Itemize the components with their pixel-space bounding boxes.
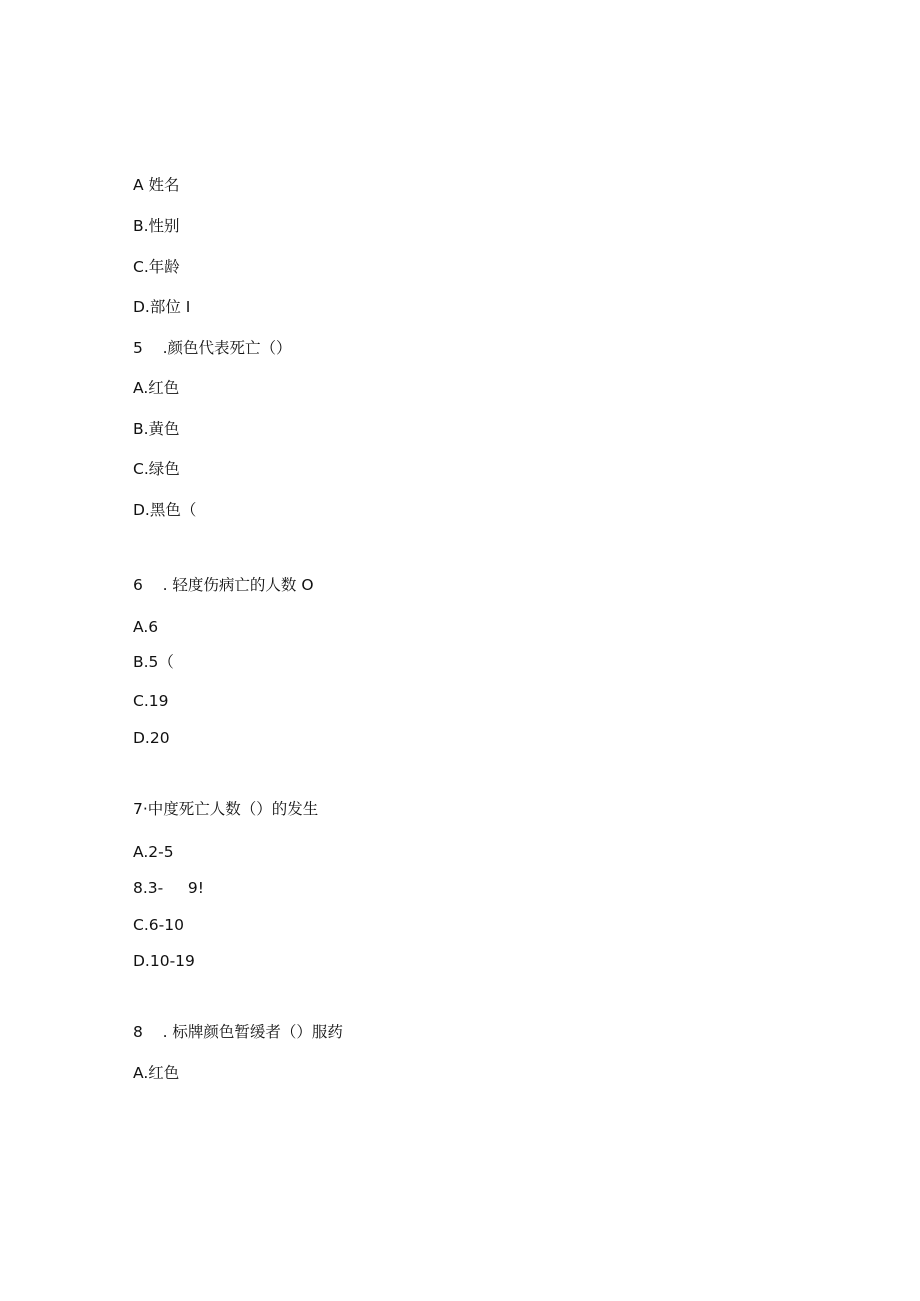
question-7: 7·中度死亡人数（）的发生	[133, 800, 319, 818]
q4-option-c: C.年龄	[133, 258, 180, 276]
q4-option-d: D.部位 I	[133, 298, 191, 316]
q7-option-a: A.2-5	[133, 843, 174, 861]
q5-option-c: C.绿色	[133, 460, 180, 478]
q5-option-a: A.红色	[133, 379, 180, 397]
question-8: 8 . 标牌颜色暂缓者（）服药	[133, 1023, 343, 1041]
q7-option-b: 8.3- 9!	[133, 879, 204, 897]
q5-option-d: D.黑色（	[133, 501, 197, 519]
q6-option-d: D.20	[133, 729, 170, 747]
q6-option-c: C.19	[133, 692, 169, 710]
q8-option-a: A.红色	[133, 1064, 180, 1082]
q7-option-c: C.6-10	[133, 916, 184, 934]
q6-option-a: A.6	[133, 618, 159, 636]
q4-option-b: B.性别	[133, 217, 180, 235]
q6-option-b: B.5（	[133, 653, 174, 671]
question-5: 5 .颜色代表死亡（）	[133, 339, 292, 357]
q5-option-b: B.黄色	[133, 420, 180, 438]
q7-option-d: D.10-19	[133, 952, 195, 970]
q4-option-a: A 姓名	[133, 176, 180, 194]
question-6: 6 . 轻度伤病亡的人数 O	[133, 576, 314, 594]
